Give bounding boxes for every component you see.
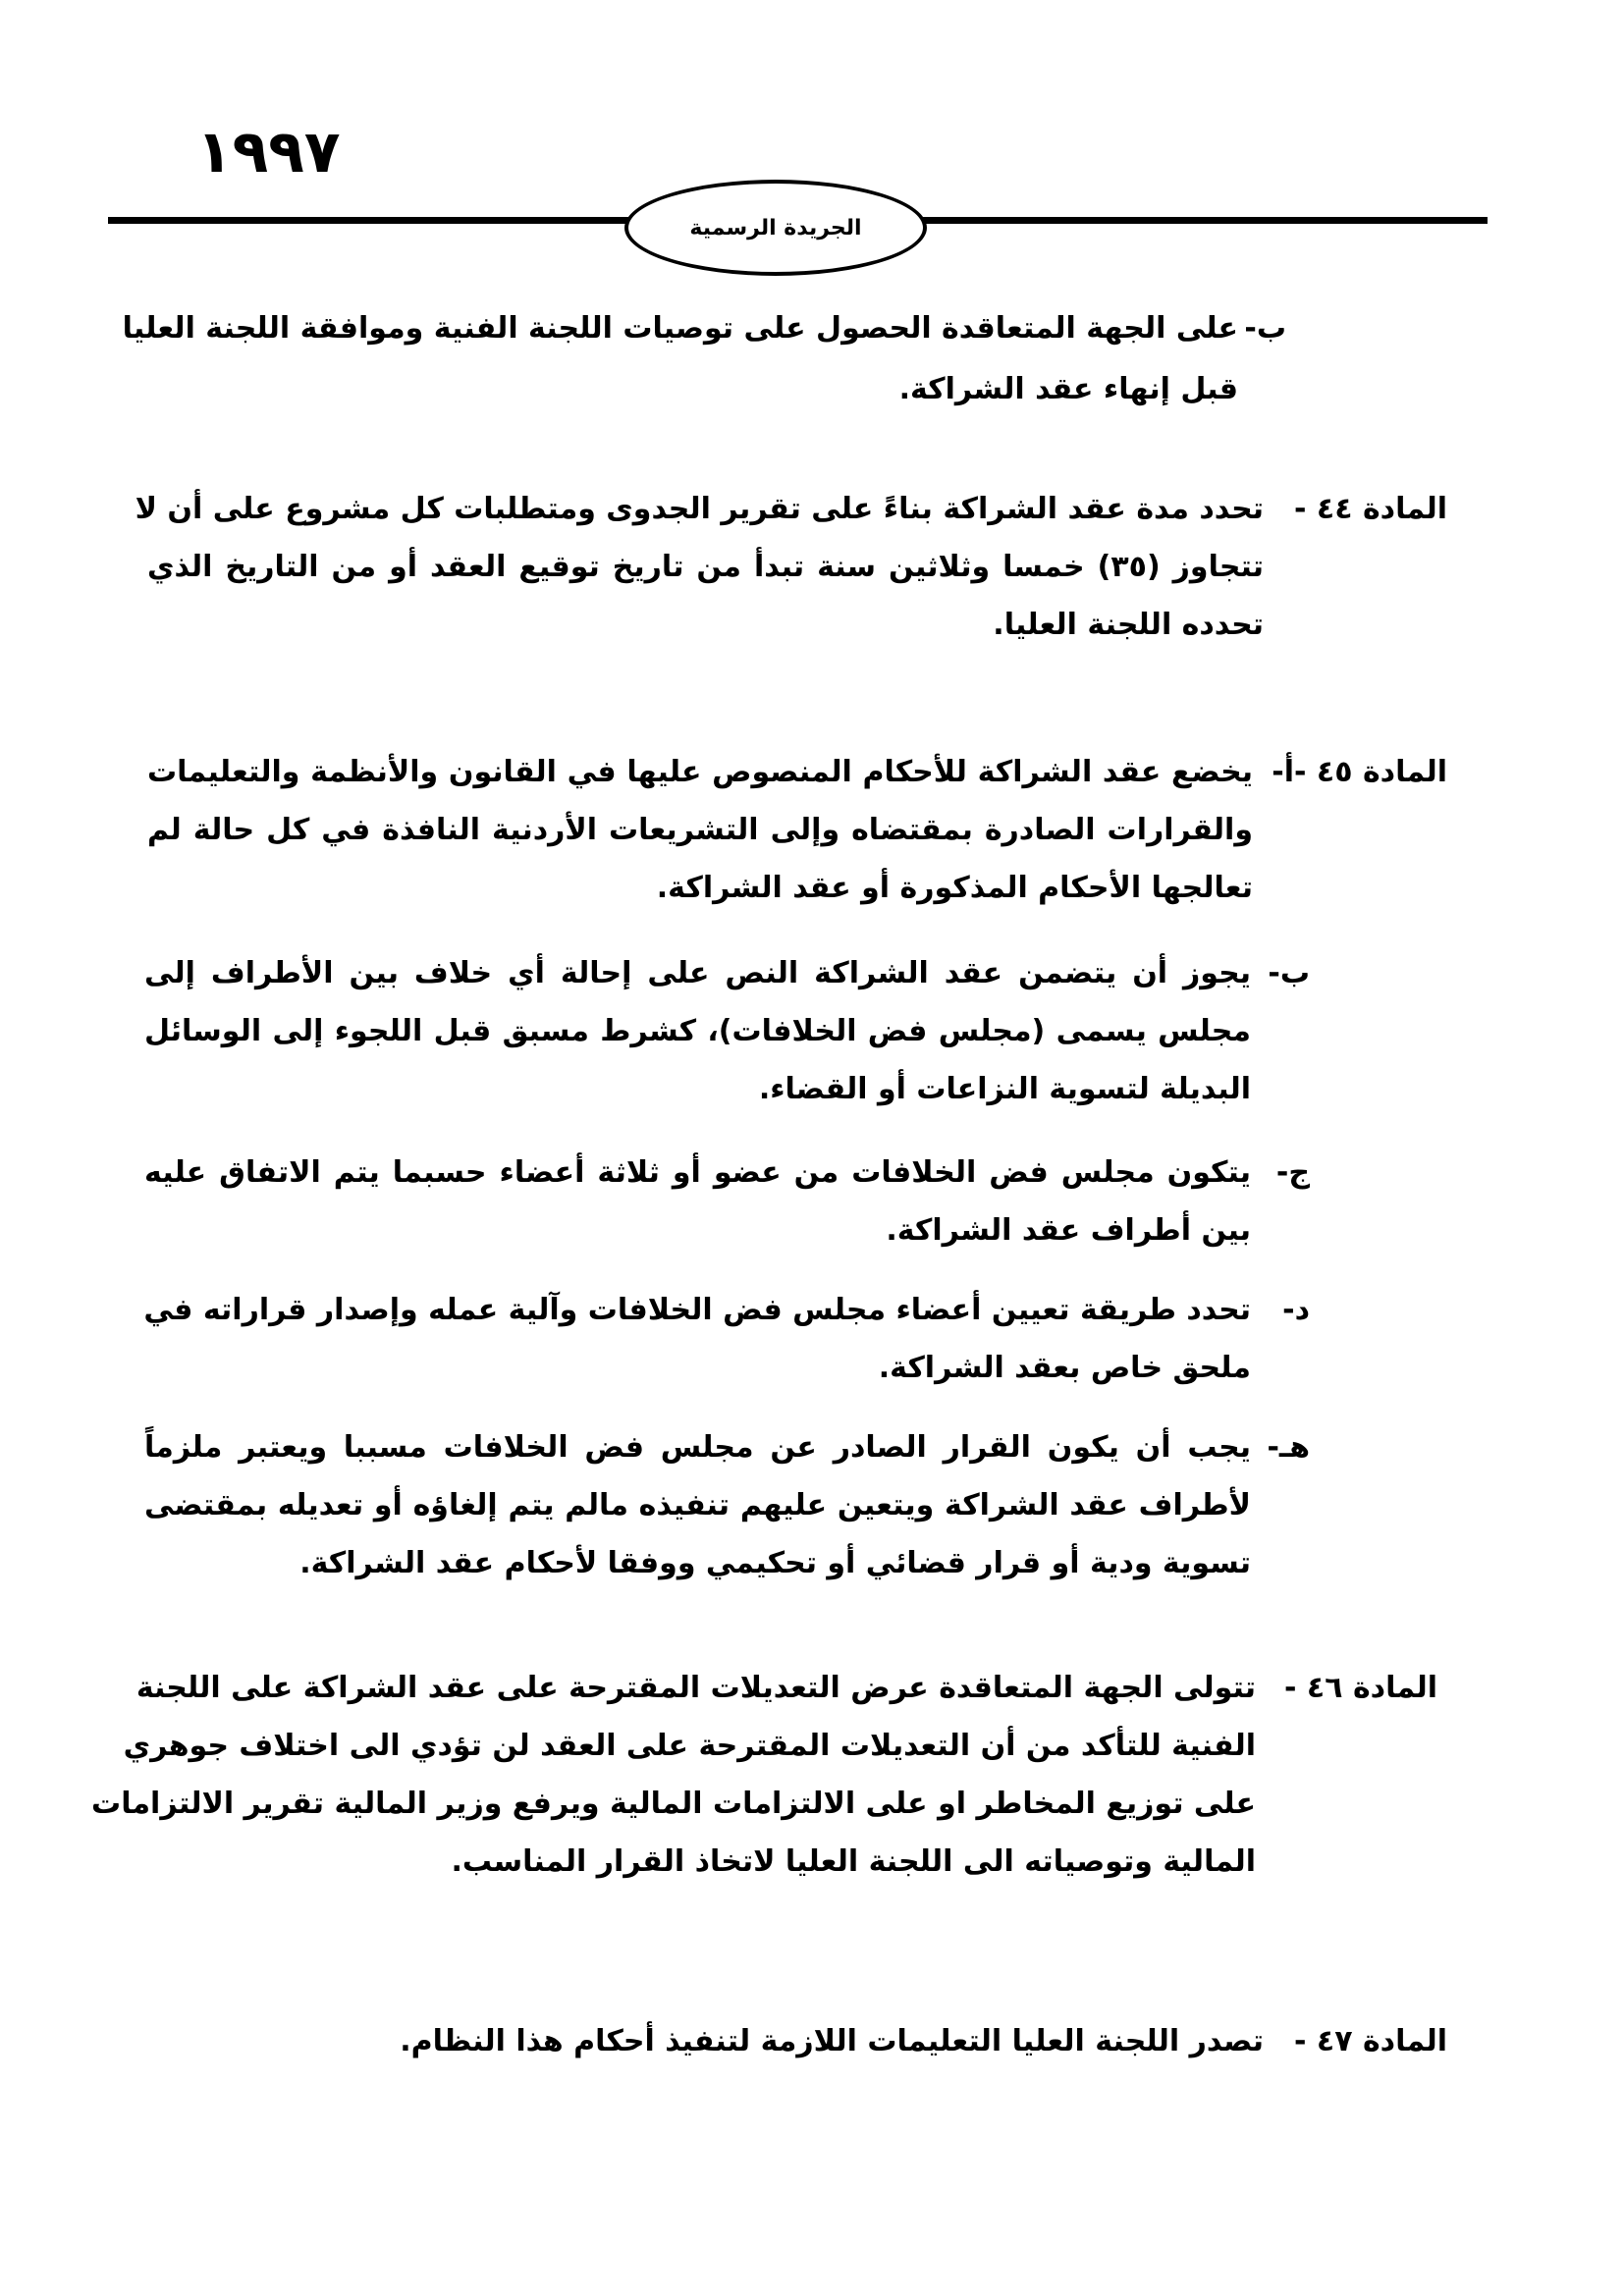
text-line: يخضع عقد الشراكة للأحكام المنصوص عليها في القانون والأنظمة والتعليمات (147, 755, 1253, 789)
text-line: تحدد طريقة تعيين أعضاء مجلس فض الخلافات وآلية عمله وإصدار قراراته في (143, 1293, 1251, 1327)
text-line: ملحق خاص بعقد الشراكة. (878, 1351, 1251, 1385)
header-title: الجريدة الرسمية (624, 180, 927, 276)
text-line: والقرارات الصادرة بمقتضاه وإلى التشريعات الأردنية النافذة في كل حالة لم (147, 813, 1253, 847)
section-label: ج- (1275, 1155, 1310, 1190)
text-line: على توزيع المخاطر او على الالتزامات المالية ويرفع وزير المالية تقرير الالتزامات (91, 1787, 1256, 1821)
text-line: تسوية ودية أو قرار قضائي أو تحكيمي ووفقا لأحكام عقد الشراكة. (299, 1546, 1251, 1580)
text-line: يتكون مجلس فض الخلافات من عضو أو ثلاثة أعضاء حسبما يتم الاتفاق عليه (144, 1155, 1251, 1190)
text-line: تصدر اللجنة العليا التعليمات اللازمة لتنفيذ أحكام هذا النظام. (400, 2024, 1264, 2058)
text-line: الفنية للتأكد من أن التعديلات المقترحة على العقد لن تؤدي الى اختلاف جوهري (123, 1729, 1256, 1763)
page-number: ١٩٩٧ (196, 118, 341, 187)
text-line: تتولى الجهة المتعاقدة عرض التعديلات المقترحة على عقد الشراكة على اللجنة (135, 1671, 1256, 1705)
section-label: هـ- (1267, 1430, 1310, 1465)
section-label: ب- (1244, 311, 1286, 346)
text-line: تحدد مدة عقد الشراكة بناءً على تقرير الجدوى ومتطلبات كل مشروع على أن لا (135, 492, 1264, 526)
text-line: البديلة لتسوية النزاعات أو القضاء. (758, 1072, 1251, 1106)
text-line: قبل إنهاء عقد الشراكة. (898, 372, 1238, 406)
text-line: تتجاوز (٣٥) خمسا وثلاثين سنة تبدأ من تاريخ توقيع العقد أو من التاريخ الذي (147, 550, 1264, 584)
text-line: المالية وتوصياته الى اللجنة العليا لاتخاذ القرار المناسب. (451, 1844, 1256, 1879)
text-line: لأطراف عقد الشراكة ويتعين عليهم تنفيذه مالم يتم إلغاؤه أو تعديله بمقتضى (144, 1488, 1251, 1522)
text-line: تعالجها الأحكام المذكورة أو عقد الشراكة. (656, 871, 1253, 905)
section-label: المادة ٤٦ - (1283, 1671, 1437, 1705)
section-label: المادة ٤٤ - (1293, 492, 1447, 526)
text-line: مجلس يسمى (مجلس فض الخلافات)، كشرط مسبق قبل اللجوء إلى الوسائل (144, 1014, 1251, 1048)
text-line: يجب أن يكون القرار الصادر عن مجلس فض الخلافات مسببا ويعتبر ملزماً (144, 1430, 1251, 1465)
text-line: تحدده اللجنة العليا. (993, 608, 1264, 642)
section-label: د- (1282, 1293, 1310, 1327)
text-line: يجوز أن يتضمن عقد الشراكة النص على إحالة أي خلاف بين الأطراف إلى (144, 956, 1251, 990)
section-label: المادة ٤٥ -أ- (1272, 755, 1447, 789)
section-label: ب- (1268, 956, 1310, 990)
text-line: بين أطراف عقد الشراكة. (886, 1213, 1251, 1248)
text-line: على الجهة المتعاقدة الحصول على توصيات اللجنة الفنية وموافقة اللجنة العليا (122, 311, 1238, 346)
section-label: المادة ٤٧ - (1293, 2024, 1447, 2058)
